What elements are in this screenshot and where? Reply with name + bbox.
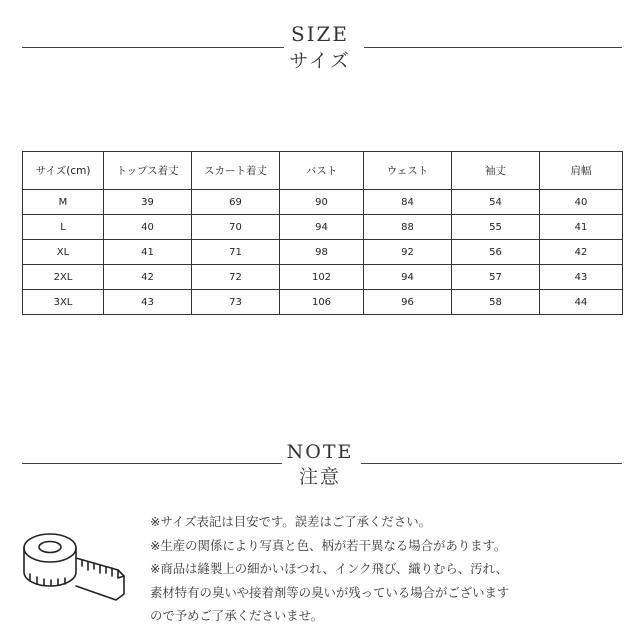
note-line: ※生産の関係により写真と色、柄が若干異なる場合があります。 [150,537,507,553]
header-cell: スカート着丈 [192,152,280,190]
note-line: ※サイズ表記は目安です。誤差はご了承ください。 [150,514,431,529]
table-cell: 71 [192,240,280,265]
table-cell: 94 [280,215,364,240]
header-cell: トップス着丈 [104,152,192,190]
table-cell: 73 [192,290,280,315]
header-cell: 袖丈 [452,152,540,190]
note-line: ので予めご了承くださいませ。 [150,608,324,623]
table-cell: 69 [192,190,280,215]
size-label-cell: XL [23,240,104,265]
table-cell: 84 [364,190,452,215]
table-cell: 92 [364,240,452,265]
size-label-cell: L [23,215,104,240]
table-cell: 106 [280,290,364,315]
table-cell: 42 [104,265,192,290]
table-cell: 70 [192,215,280,240]
header-cell: バスト [280,152,364,190]
table-cell: 41 [540,215,623,240]
header-cell: ウェスト [364,152,452,190]
table-cell: 44 [540,290,623,315]
size-table-header-row [23,152,623,190]
table-row [23,240,623,265]
note-line: ※商品は縫製上の細かいほつれ、インク飛び、織りむら、汚れ、 [150,561,509,576]
table-cell: 42 [540,240,623,265]
size-label-cell: M [23,190,104,215]
table-cell: 55 [452,215,540,240]
size-table [22,151,623,315]
table-cell: 39 [104,190,192,215]
size-label-cell: 3XL [23,290,104,315]
table-cell: 90 [280,190,364,215]
table-cell: 43 [104,290,192,315]
table-cell: 96 [364,290,452,315]
note-title: NOTE [286,441,354,463]
size-title: SIZE [290,22,350,46]
size-subtitle: サイズ [289,50,351,72]
table-cell: 57 [452,265,540,290]
notes-block [150,510,630,628]
table-row [23,290,623,315]
size-label-cell: 2XL [23,265,104,290]
table-cell: 40 [104,215,192,240]
table-row [23,215,623,240]
header-cell: サイズ(cm) [23,152,104,190]
table-cell: 41 [104,240,192,265]
note-line: 素材特有の臭いや接着剤等の臭いが残っている場合がございます [150,584,510,600]
table-cell: 58 [452,290,540,315]
table-cell: 40 [540,190,623,215]
table-cell: 43 [540,265,623,290]
tape-measure-icon [20,520,132,608]
table-cell: 56 [452,240,540,265]
table-cell: 98 [280,240,364,265]
table-cell: 72 [192,265,280,290]
note-subtitle: 注意 [298,466,341,488]
header-cell: 肩幅 [540,152,623,190]
table-cell: 88 [364,215,452,240]
table-cell: 54 [452,190,540,215]
table-row [23,190,623,215]
table-row [23,265,623,290]
table-cell: 94 [364,265,452,290]
table-cell: 102 [280,265,364,290]
